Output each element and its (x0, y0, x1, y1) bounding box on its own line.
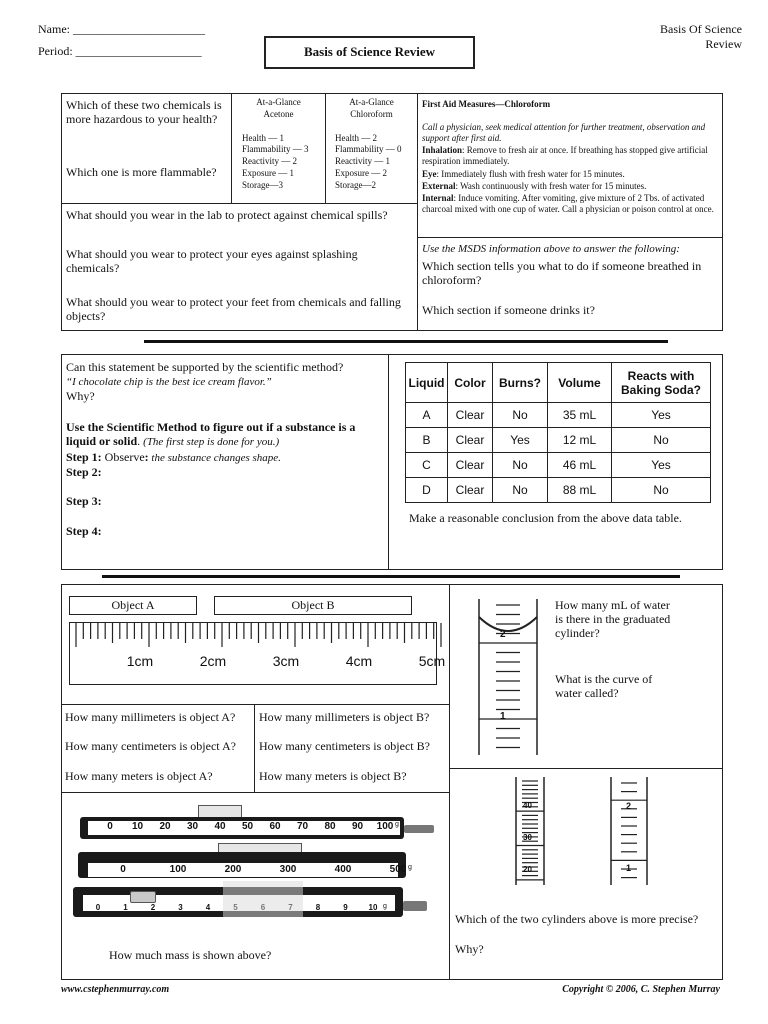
object-b-label: Object B (291, 598, 335, 612)
table-row: C Clear No 46 mL Yes (406, 453, 711, 478)
period-field[interactable]: Period: _____________________ (38, 44, 202, 58)
question-drinks: Which section if someone drinks it? (422, 303, 595, 317)
col-header: Color (448, 363, 493, 403)
cylinder-left-label: 30 (523, 833, 532, 842)
acetone-stat: Health — 1 (242, 133, 284, 143)
footer-website[interactable]: www.cstephenmurray.com (61, 984, 170, 995)
question-sci-method: Can this statement be supported by the scientific method? (66, 360, 344, 374)
chloroform-title1: At-a-Glance (349, 97, 394, 107)
beam-unit: g (408, 864, 412, 871)
question-b-mm: How many millimeters is object B? (259, 710, 430, 724)
inhalation-label: Inhalation (422, 145, 463, 155)
acetone-stat: Flammability — 3 (242, 144, 309, 154)
page-title: Basis of Science Review (303, 44, 436, 59)
ruler-label: 2cm (199, 653, 227, 669)
beam-label: 20 (159, 821, 171, 832)
step1-label: Step 1: (66, 450, 102, 464)
acetone-stat: Reactivity — 2 (242, 156, 297, 166)
task-note: (The first step is done for you.) (143, 436, 280, 448)
cylinder-right-label: 2 (626, 801, 632, 811)
beam-label: 10 (131, 821, 144, 832)
question-eyes: What should you wear to protect your eyes against splashing chemicals? (66, 247, 358, 275)
question-precise: Which of the two cylinders above is more precise? (455, 912, 699, 926)
beam-label: 8 (315, 903, 321, 912)
table-row: A Clear No 35 mL Yes (406, 403, 711, 428)
question-a-m: How many meters is object A? (65, 769, 213, 783)
quote: “I chocolate chip is the best ice cream flavor.” (66, 376, 272, 388)
rider[interactable] (130, 891, 156, 903)
col-header: Reacts with Baking Soda? (612, 363, 711, 403)
acetone-stat: Storage—3 (242, 180, 283, 190)
beam-label: 60 (269, 821, 281, 832)
acetone-title1: At-a-Glance (256, 97, 301, 107)
beam-label: 500 (389, 864, 407, 875)
question-ml: How many mL of water is there in the graduated cylinder? (555, 598, 671, 640)
question-a-cm: How many centimeters is object A? (65, 739, 236, 753)
beam-label: 0 (107, 821, 113, 832)
beam-label: 40 (214, 821, 226, 832)
beam-unit: g (383, 903, 387, 910)
step1-observe: Observe (101, 450, 145, 464)
data-table (405, 362, 711, 503)
eye-label: Eye (422, 169, 437, 179)
internal-label: Internal (422, 193, 454, 203)
step2-label: Step 2: (66, 465, 102, 479)
beam-label: 70 (296, 821, 309, 832)
cylinder-left-label: 20 (523, 865, 532, 874)
beam-label: 200 (224, 864, 242, 875)
question-breathed: Which section tells you what to do if someone breathed in chloroform? (422, 259, 702, 287)
table-row: D Clear No 88 mL No (406, 478, 711, 503)
step4-label: Step 4: (66, 524, 102, 538)
why-precise: Why? (455, 942, 484, 956)
beam-label: 300 (279, 864, 297, 875)
chloroform-stat: Storage—2 (335, 180, 376, 190)
ruler-label: 4cm (345, 653, 373, 669)
beam-label: 80 (324, 821, 336, 832)
ruler (69, 622, 446, 685)
beam-label: 4 (205, 903, 211, 912)
beam-label: 0 (120, 864, 126, 875)
step3-label: Step 3: (66, 494, 102, 508)
question-hazardous: Which of these two chemicals is more hazardous to your health? (66, 98, 222, 126)
chloroform-stat: Reactivity — 1 (335, 156, 390, 166)
corner-title-line2: Review (705, 37, 742, 51)
inhalation-text: : Remove to fresh air at once. If breathing has stopped give artificial respiration immediately. (422, 145, 708, 166)
question-b-m: How many meters is object B? (259, 769, 407, 783)
col-header: Volume (548, 363, 612, 403)
cylinder-label: 1 (500, 711, 506, 722)
beam-label: 2 (150, 903, 156, 912)
ruler-label: 5cm (418, 653, 446, 669)
ruler-label: 3cm (272, 653, 300, 669)
step1-text: the substance changes shape. (148, 452, 281, 464)
beam-label: 400 (334, 864, 352, 875)
task-text: Use the Scientific Method to figure out if a substance is a liquid or solid (66, 420, 356, 448)
beam-label: 100 (169, 864, 187, 875)
cylinder-left-label: 40 (523, 801, 532, 810)
beam-label: 3 (178, 903, 183, 912)
table-row: B Clear Yes 12 mL No (406, 428, 711, 453)
ruler-label: 1cm (126, 653, 154, 669)
col-header: Burns? (493, 363, 548, 403)
acetone-stat: Exposure — 1 (242, 168, 294, 178)
question-mass: How much mass is shown above? (109, 948, 272, 962)
beam-label: 50 (241, 821, 254, 832)
object-a-label: Object A (111, 598, 155, 612)
acetone-title2: Acetone (263, 109, 294, 119)
beam-unit: g (395, 821, 399, 828)
footer-copyright: Copyright © 2006, C. Stephen Murray (562, 984, 720, 995)
msds-instruction: Use the MSDS information above to answer the following: (422, 243, 680, 255)
question-a-mm: How many millimeters is object A? (65, 710, 236, 724)
triple-beam-balance (78, 805, 438, 925)
internal-text: : Induce vomiting. After vomiting, give mixture of 2 Tbs. of activated charcoal mixed with one cup of water. Call a physician or poison control at once. (422, 193, 714, 214)
beam-label: 90 (351, 821, 364, 832)
question-b-cm: How many centimeters is object B? (259, 739, 430, 753)
question-lab-spills: What should you wear in the lab to protect against chemical spills? (66, 208, 388, 222)
beam-label: 100 (376, 821, 394, 832)
chloroform-title2: Chloroform (350, 109, 393, 119)
beam-label: 0 (95, 903, 101, 912)
why-label: Why? (66, 389, 95, 403)
chloroform-stat: Health — 2 (335, 133, 377, 143)
question-flammable: Which one is more flammable? (66, 165, 217, 179)
beam-label: 1 (123, 903, 128, 912)
question-curve: What is the curve of water called? (555, 672, 653, 700)
external-text: : Wash continuously with fresh water for 15 minutes. (455, 181, 647, 191)
beam-label: 30 (186, 821, 199, 832)
corner-title-line1: Basis Of Science (660, 22, 742, 36)
first-aid-intro: Call a physician, seek medical attention for further treatment, observation and support after first aid. (422, 122, 706, 143)
external-label: External (422, 181, 456, 191)
chloroform-stat: Flammability — 0 (335, 144, 402, 154)
beam-label: 10 (368, 903, 378, 912)
cylinder-right-label: 1 (626, 863, 632, 873)
eye-text: : Immediately flush with fresh water for 15 minutes. (436, 169, 625, 179)
table-conclusion-prompt: Make a reasonable conclusion from the above data table. (409, 511, 682, 525)
first-aid-title: First Aid Measures—Chloroform (422, 99, 551, 109)
cylinder-label: 2 (500, 629, 506, 640)
name-field[interactable]: Name: ______________________ (38, 22, 205, 36)
col-header: Liquid (406, 363, 448, 403)
graduated-cylinder (468, 595, 548, 760)
question-feet: What should you wear to protect your feet from chemicals and falling objects? (66, 295, 401, 323)
beam-label: 9 (343, 903, 348, 912)
chloroform-stat: Exposure — 2 (335, 168, 387, 178)
